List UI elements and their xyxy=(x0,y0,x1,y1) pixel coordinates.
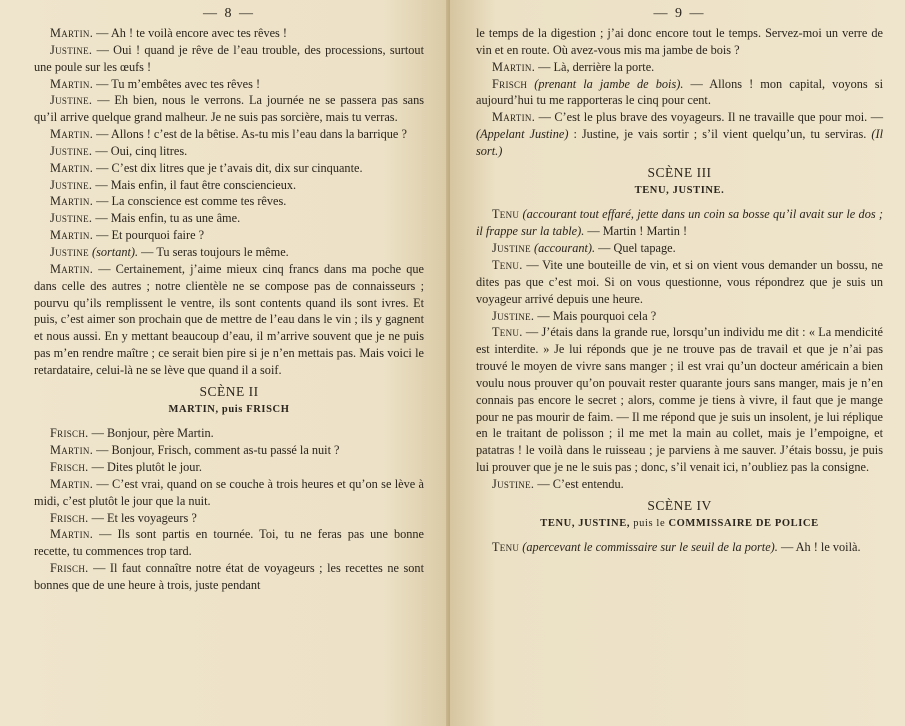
spoken-text: — J’étais dans la grande rue, lorsqu’un individu me dit : « La mendicité est interdite. » Je lui réponds que je ne trouve pas de travail et que je n’ai pas trouvé le moyen de vivre sans manger ; il est vrai qu’un docteur américain a bien voulu nous prouver qu’on pouvait rester quarante jours sans manger, mais je n’en connais pas encore le secret ; alors, comme je tiens à vivre, il faut que je mange pour ne pas mourir de faim. — Il me répond que je suis un insolent, je lui réplique en le traitant de polisson ; il me met la main au collet, mais je l’empoigne, et patatras ! le voilà dans le ruisseau ; je parviens à me sauver. J’étais bossu, je puis lui prouver que je ne le suis pas ; donc, s’il venait ici, n’oubliez pas la consigne. xyxy=(476,325,883,475)
dialogue-line xyxy=(34,92,424,126)
speaker-name: Tenu. xyxy=(492,257,523,272)
spoken-text: — Ah ! te voilà encore avec tes rêves ! xyxy=(96,26,288,40)
dialogue-line xyxy=(476,76,883,110)
spoken-text: — Mais enfin, il faut être consciencieux. xyxy=(95,177,297,192)
spoken-text: — Mais enfin, tu as une âme. xyxy=(95,211,241,226)
speaker-name: Tenu xyxy=(492,207,520,222)
speaker-name: Martin. xyxy=(50,127,94,142)
scene-heading: SCÈNE II xyxy=(199,383,259,399)
dialogue-line xyxy=(34,160,424,177)
speaker-name: Justine. xyxy=(50,211,93,226)
right-page xyxy=(450,0,905,726)
speaker-name: Justine. xyxy=(492,308,535,323)
dialogue-line xyxy=(476,324,883,476)
dialogue-block xyxy=(34,25,424,379)
dialogue-line xyxy=(34,76,424,93)
dialogue-line xyxy=(34,442,424,459)
speaker-name: Frisch. xyxy=(50,426,89,441)
dialogue-line xyxy=(34,177,424,194)
scene-cast: TENU, JUSTINE. xyxy=(634,184,725,196)
stage-direction: (Il sort.) xyxy=(476,127,883,158)
spoken-text: — Il faut connaître notre état de voyageurs ; les recettes ne sont bonnes que de une heure à trois, juste pendant xyxy=(34,561,424,592)
speaker-name: Martin. xyxy=(50,194,94,209)
speaker-name: Martin. xyxy=(50,76,94,91)
speaker-name: Frisch xyxy=(492,76,528,91)
spoken-text: — Vite une bouteille de vin, et si on vient vous demander un bossu, ne dites pas que c’est moi. Si on vous questionne, vous répondrez que je suis un voyageur arrivé depuis une heure. xyxy=(476,257,884,306)
spoken-text: — Dites plutôt le jour. xyxy=(91,460,202,475)
spoken-text: — C’est vrai, quand on se couche à trois heures et qu’on se lève à midi, c’est plutôt le jour que la nuit. xyxy=(34,476,424,508)
scene-heading: SCÈNE III xyxy=(647,164,712,180)
stage-direction: (prenant la jambe de bois). xyxy=(534,76,684,91)
dialogue-line xyxy=(34,210,424,227)
spoken-text: — Bonjour, père Martin. xyxy=(91,426,214,441)
spoken-text: — Tu m’embêtes avec tes rêves ! xyxy=(96,76,261,91)
spoken-text: — Oui ! quand je rêve de l’eau trouble, des processions, surtout une poule sur les œufs ! xyxy=(34,42,424,74)
speaker-name: Martin. xyxy=(50,443,94,458)
spoken-text: — Ah ! le voilà. xyxy=(780,540,861,555)
spoken-text: — Eh bien, nous le verrons. La journée ne se passera pas sans qu’il arrive quelque grand malheur. Je ne suis pas sorcière, mais tu verras. xyxy=(34,93,425,125)
speaker-name: Martin. xyxy=(492,59,536,74)
speaker-name: Martin. xyxy=(50,527,94,542)
scene-cast: MARTIN, puis FRISCH xyxy=(168,403,290,415)
spoken-text: — Mais pourquoi cela ? xyxy=(537,308,657,323)
dialogue-line xyxy=(34,244,424,261)
right-page-text xyxy=(476,25,883,556)
dialogue-block xyxy=(476,206,883,492)
spoken-text: — Tu seras toujours le même. xyxy=(141,244,289,259)
dialogue-line xyxy=(34,510,424,527)
left-page xyxy=(0,0,450,726)
speaker-name: Frisch. xyxy=(50,510,89,525)
spoken-text: — Martin ! Martin ! xyxy=(587,224,688,239)
spoken-text: — Ils sont partis en tournée. Toi, tu ne feras pas une bonne recette, tu commences trop tard. xyxy=(34,527,425,559)
speaker-name: Martin. xyxy=(50,261,94,276)
spoken-text: — La conscience est comme tes rêves. xyxy=(96,194,287,209)
dialogue-line xyxy=(34,560,424,594)
continuation-text: le temps de la digestion ; j’ai donc encore tout le temps. Servez-moi un verre de vin et en route. Où avez-vous mis ma jambe de bois ? xyxy=(476,26,883,57)
speaker-name: Martin. xyxy=(50,476,94,491)
speaker-name: Tenu xyxy=(492,540,520,555)
scene-cast xyxy=(476,516,883,533)
speaker-name: Martin. xyxy=(50,160,94,175)
scene-heading: SCÈNE IV xyxy=(647,497,712,513)
dialogue-line xyxy=(34,425,424,442)
spoken-text: — C’est dix litres que je t’avais dit, dix sur cinquante. xyxy=(96,160,363,175)
spoken-text: — Là, derrière la porte. xyxy=(538,59,655,74)
page-number-left: — 8 — xyxy=(203,6,255,21)
page-number-right: — 9 — xyxy=(653,6,706,21)
dialogue-line xyxy=(476,257,883,308)
dialogue-line xyxy=(476,308,883,325)
speaker-name: Justine. xyxy=(50,93,93,108)
dialogue-block xyxy=(476,59,883,160)
spoken-text: : Justine, je vais sortir ; s’il vient quelqu’un, tu serviras. xyxy=(573,127,867,142)
spoken-text: — Bonjour, Frisch, comment as-tu passé la nuit ? xyxy=(96,443,340,458)
speaker-name: Justine. xyxy=(492,476,535,491)
spoken-text: — C’est le plus brave des voyageurs. Il ne travaille que pour moi. — xyxy=(538,110,883,125)
dialogue-line xyxy=(34,193,424,210)
spoken-text: — Et pourquoi faire ? xyxy=(96,228,205,243)
scene-cast-connector: puis le xyxy=(633,517,666,529)
left-page-text xyxy=(34,25,424,594)
dialogue-line xyxy=(476,476,883,493)
stage-direction: (apercevant le commissaire sur le seuil de la porte). xyxy=(522,540,778,555)
speaker-name: Martin. xyxy=(50,26,94,40)
dialogue-line xyxy=(34,143,424,160)
scene-cast-names: TENU, JUSTINE, xyxy=(540,517,631,529)
dialogue-line xyxy=(476,109,883,160)
speaker-name: Frisch. xyxy=(50,561,89,576)
dialogue-line xyxy=(34,227,424,244)
scene-cast-names: COMMISSAIRE DE POLICE xyxy=(668,517,819,529)
stage-direction: (sortant). xyxy=(91,244,139,259)
stage-direction: (accourant). xyxy=(533,241,596,256)
spoken-text: — Oui, cinq litres. xyxy=(95,143,188,158)
speaker-name: Martin. xyxy=(50,228,94,243)
speaker-name: Tenu. xyxy=(492,325,523,340)
speaker-name: Martin. xyxy=(492,110,536,125)
spoken-text: — Allons ! c’est de la bêtise. As-tu mis l’eau dans la barrique ? xyxy=(96,127,407,142)
dialogue-line xyxy=(34,261,424,379)
dialogue-line xyxy=(476,539,883,556)
dialogue-line xyxy=(34,526,424,560)
dialogue-block xyxy=(476,539,883,556)
spoken-text: — Allons ! mon capital, voyons si aujourd’hui tu me rapporteras le cinq pour cent. xyxy=(476,76,883,108)
dialogue-line xyxy=(34,476,424,510)
dialogue-line xyxy=(34,126,424,143)
spoken-text: — Quel tapage. xyxy=(598,241,676,256)
speaker-name: Justine. xyxy=(50,177,93,192)
dialogue-line xyxy=(476,59,883,76)
spoken-text: — Et les voyageurs ? xyxy=(91,510,197,525)
stage-direction: (Appelant Justine) xyxy=(476,127,569,142)
speaker-name: Justine. xyxy=(50,143,93,158)
dialogue-block xyxy=(34,425,424,593)
speaker-name: Justine. xyxy=(50,42,93,57)
spoken-text: — Certainement, j’aime mieux cinq francs dans ma poche que dans celle des autres ; notre clientèle ne se compose pas de connaisseurs ; pourvu qu’ils remplissent le ventre, ils sont contents quand ils sont ivres. Et puis, c’est aimer son prochain que de mettre de l’eau dans le vin ; ils y gagnent et nous aussi. En y mettant beaucoup d’eau, il m’arrive souvent que je ne puis pas m’en rendre maître ; ce serait bien pire si je n’en mettais pas. Mais voici le retardataire, celui-là ne se lève que quand il a soif. xyxy=(34,261,424,377)
dialogue-line xyxy=(34,25,424,42)
dialogue-line xyxy=(476,206,883,240)
speaker-name: Justine xyxy=(50,244,89,259)
dialogue-line xyxy=(34,459,424,476)
speaker-name: Frisch. xyxy=(50,460,89,475)
stage-direction: (accourant tout effaré, jette dans un coin sa bosse qu’il avait sur le dos ; il frappe sur la table). xyxy=(476,207,884,239)
dialogue-line xyxy=(34,42,424,76)
spoken-text: — C’est entendu. xyxy=(537,476,624,491)
dialogue-line xyxy=(476,240,883,257)
speaker-name: Justine xyxy=(492,241,531,256)
